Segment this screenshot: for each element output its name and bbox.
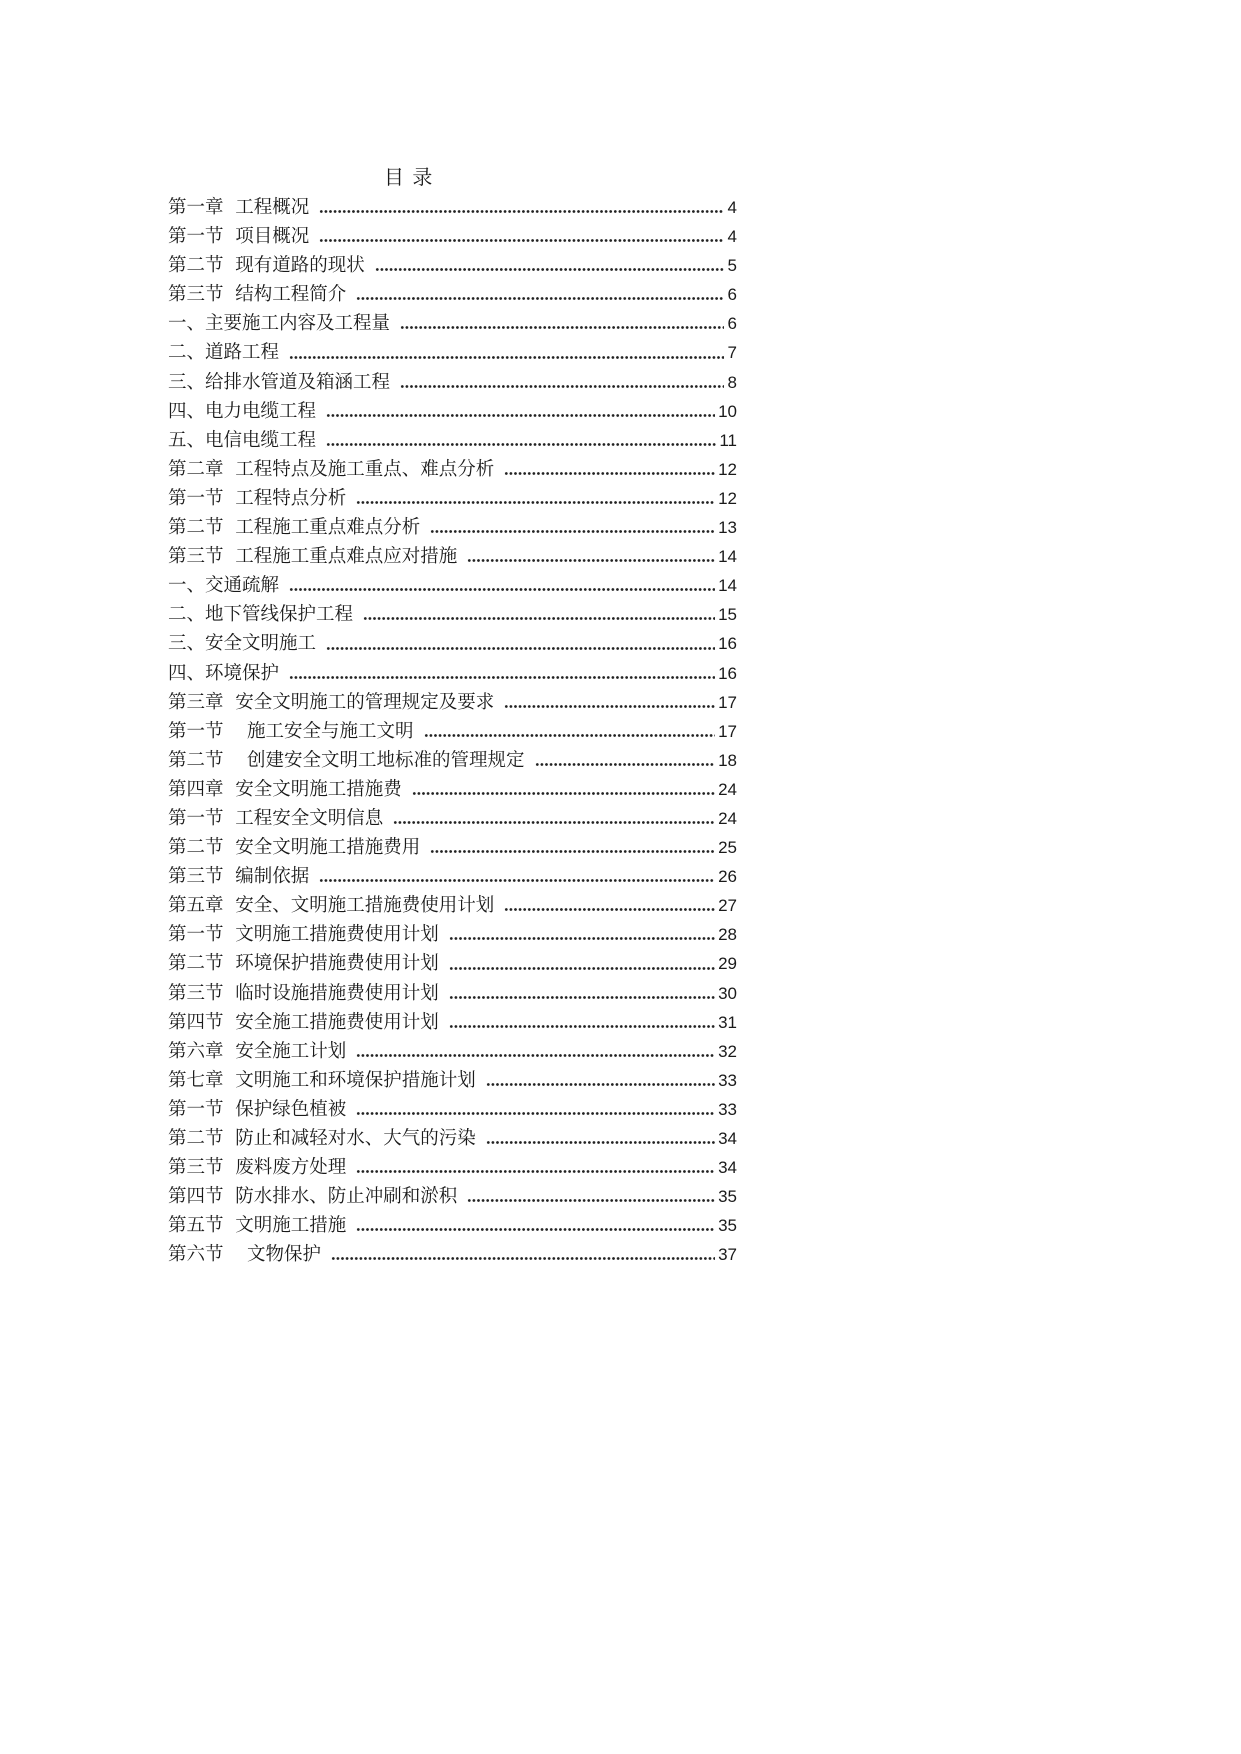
toc-entry — [168, 1240, 737, 1269]
toc-entry-title: 三、安全文明施工 — [168, 633, 317, 655]
toc-entry-title: 第一章 工程概况 — [168, 197, 310, 218]
toc-entry — [168, 280, 737, 309]
toc-dot-leader — [449, 937, 715, 940]
toc-entry-title: 第二章 工程特点及施工重点、难点分析 — [168, 458, 495, 480]
toc-entry-page-number: 16 — [718, 663, 737, 683]
toc-entry-page-number: 5 — [727, 256, 737, 276]
toc-dot-leader — [356, 1054, 715, 1057]
toc-entry-page-number: 33 — [718, 1070, 737, 1090]
toc-dot-leader — [289, 676, 715, 679]
toc-entry-page-number: 16 — [718, 634, 737, 654]
toc-entry — [168, 920, 737, 949]
toc-entry-page-number: 27 — [718, 896, 737, 916]
toc-entry — [168, 600, 737, 629]
toc-entry-title: 五、电信电缆工程 — [168, 429, 317, 451]
toc-entry-title: 四、电力电缆工程 — [168, 400, 317, 422]
toc-entry-title: 第六章 安全施工计划 — [168, 1040, 347, 1062]
toc-dot-leader — [331, 1257, 715, 1260]
toc-entry-page-number: 33 — [718, 1099, 737, 1119]
toc-dot-leader — [504, 472, 715, 475]
toc-entry-page-number: 17 — [718, 721, 737, 741]
toc-entry-page-number: 6 — [727, 314, 737, 334]
toc-entry-title: 第七章 文明施工和环境保护措施计划 — [168, 1069, 476, 1091]
toc-dot-leader — [356, 1112, 715, 1115]
toc-entry — [168, 1008, 737, 1037]
toc-entry — [168, 513, 737, 542]
toc-entry-title: 第一节 保护绿色植被 — [168, 1098, 347, 1120]
toc-entry-title: 第二节 工程施工重点难点分析 — [168, 517, 421, 539]
toc-entry-title: 第五章 安全、文明施工措施费使用计划 — [168, 895, 495, 917]
toc-dot-leader — [424, 734, 716, 737]
toc-entry — [168, 1095, 737, 1124]
toc-entry — [168, 426, 737, 455]
toc-dot-leader — [449, 996, 715, 999]
toc-entry — [168, 979, 737, 1008]
toc-dot-leader — [400, 385, 724, 388]
toc-entry-page-number: 8 — [727, 372, 737, 392]
toc-entry — [168, 1124, 737, 1153]
toc-entry-page-number: 32 — [718, 1041, 737, 1061]
toc-entry-page-number: 12 — [718, 459, 737, 479]
toc-entry-title: 四、环境保护 — [168, 662, 280, 684]
toc-entry — [168, 222, 737, 251]
toc-entry-page-number: 14 — [718, 547, 737, 567]
toc-entry — [168, 193, 737, 222]
toc-entry-title: 第二节 安全文明施工措施费用 — [168, 837, 421, 859]
toc-entry — [168, 833, 737, 862]
toc-entry-title: 三、给排水管道及箱涵工程 — [168, 371, 391, 393]
toc-entry-title: 一、交通疏解 — [168, 575, 280, 597]
toc-entry-page-number: 35 — [718, 1216, 737, 1236]
toc-entry — [168, 338, 737, 367]
toc-entry-page-number: 4 — [727, 198, 737, 217]
toc-dot-leader — [412, 792, 715, 795]
toc-entry — [168, 368, 737, 397]
toc-entry-page-number: 25 — [718, 838, 737, 858]
toc-entry-page-number: 6 — [727, 285, 737, 305]
toc-dot-leader — [449, 967, 715, 970]
toc-dot-leader — [356, 297, 724, 300]
toc-entry-title: 第四章 安全文明施工措施费 — [168, 778, 402, 800]
toc-entry — [168, 571, 737, 600]
toc-entry-title: 第一节 施工安全与施工文明 — [168, 720, 414, 742]
toc-dot-leader — [289, 356, 724, 359]
toc-entry — [168, 251, 737, 280]
toc-entry-page-number: 10 — [718, 401, 737, 421]
toc-entry — [168, 1182, 737, 1211]
toc-dot-leader — [289, 588, 715, 591]
toc-entry — [168, 862, 737, 891]
toc-entry-page-number: 34 — [718, 1129, 737, 1148]
toc-dot-leader — [375, 268, 724, 271]
toc-entry-title: 二、道路工程 — [168, 342, 280, 364]
toc-dot-leader — [400, 326, 724, 329]
toc-entry-title: 第四节 防水排水、防止冲刷和淤积 — [168, 1186, 458, 1208]
toc-dot-leader — [326, 443, 716, 446]
toc-dot-leader — [393, 821, 715, 824]
toc-entry-title: 第三节 废料废方处理 — [168, 1157, 347, 1179]
toc-entry-page-number: 15 — [718, 605, 737, 625]
toc-entry-title: 第五节 文明施工措施 — [168, 1215, 347, 1237]
toc-heading: 目 录 — [384, 165, 434, 189]
toc-entry-page-number: 37 — [718, 1245, 737, 1265]
toc-dot-leader — [326, 647, 715, 650]
toc-entry — [168, 775, 737, 804]
toc-entry-page-number: 18 — [718, 750, 737, 770]
toc-dot-leader — [535, 763, 716, 766]
toc-entry-title: 第二节 环境保护措施费使用计划 — [168, 953, 439, 975]
toc-entry — [168, 746, 737, 775]
toc-entry — [168, 1066, 737, 1095]
toc-dot-leader — [430, 850, 715, 853]
toc-entry-page-number: 26 — [718, 867, 737, 887]
toc-entry-title: 第六节 文物保护 — [168, 1244, 322, 1266]
toc-entry-page-number: 34 — [718, 1158, 737, 1178]
toc-dot-leader — [467, 559, 715, 562]
toc-entry-title: 一、主要施工内容及工程量 — [168, 313, 391, 335]
toc-dot-leader — [486, 1141, 715, 1144]
toc-entry — [168, 1211, 737, 1240]
toc-entry — [168, 1037, 737, 1066]
toc-entry-page-number: 7 — [727, 343, 737, 363]
toc-entry-page-number: 4 — [727, 227, 737, 247]
toc-dot-leader — [449, 1025, 715, 1028]
toc-entry-title: 第四节 安全施工措施费使用计划 — [168, 1011, 439, 1033]
toc-entry — [168, 484, 737, 513]
toc-entry-page-number: 12 — [718, 488, 737, 508]
toc-entry-page-number: 24 — [718, 808, 737, 828]
toc-entry-page-number: 24 — [718, 779, 737, 799]
toc-entry — [168, 629, 737, 658]
toc-entry — [168, 688, 737, 717]
toc-entry — [168, 804, 737, 833]
toc-entry-title: 第二节 创建安全文明工地标准的管理规定 — [168, 749, 525, 771]
toc-entry-title: 第三章 安全文明施工的管理规定及要求 — [168, 691, 495, 713]
toc-dot-leader — [363, 617, 715, 620]
toc-dot-leader — [319, 879, 715, 882]
toc-dot-leader — [356, 1170, 715, 1173]
toc-dot-leader — [319, 210, 724, 213]
toc-dot-leader — [326, 414, 715, 417]
toc-entry — [168, 309, 737, 338]
toc-dot-leader — [319, 239, 724, 242]
toc-dot-leader — [356, 1228, 715, 1231]
toc-entry-page-number: 31 — [718, 1012, 737, 1032]
toc-entry-page-number: 29 — [718, 954, 737, 974]
toc-dot-leader — [504, 705, 715, 708]
toc-entry-title: 第一节 工程特点分析 — [168, 487, 347, 509]
toc-entry-title: 第二节 防止和减轻对水、大气的污染 — [168, 1128, 476, 1149]
toc-dot-leader — [486, 1083, 715, 1086]
toc-entry — [168, 397, 737, 426]
toc-entry-page-number: 28 — [718, 925, 737, 945]
toc-dot-leader — [356, 501, 715, 504]
toc-entry-title: 第一节 工程安全文明信息 — [168, 807, 384, 829]
toc-entry-page-number: 11 — [719, 430, 737, 450]
toc-entry-title: 第三节 编制依据 — [168, 866, 310, 888]
toc-dot-leader — [430, 530, 715, 533]
toc-entry-page-number: 35 — [718, 1187, 737, 1207]
toc-entry-title: 第二节 现有道路的现状 — [168, 255, 365, 277]
toc-dot-leader — [467, 1199, 715, 1202]
toc-entry-title: 第一节 项目概况 — [168, 226, 310, 248]
toc-entry — [168, 949, 737, 978]
toc-entry-title: 第一节 文明施工措施费使用计划 — [168, 924, 439, 946]
toc-entry-page-number: 17 — [718, 692, 737, 712]
toc-entry-title: 二、地下管线保护工程 — [168, 604, 354, 626]
toc-entry — [168, 891, 737, 920]
table-of-contents — [168, 193, 737, 1269]
toc-entry-page-number: 14 — [718, 576, 737, 596]
toc-entry — [168, 659, 737, 688]
toc-entry-page-number: 13 — [718, 518, 737, 538]
toc-entry — [168, 455, 737, 484]
toc-entry — [168, 1153, 737, 1182]
toc-entry-page-number: 30 — [718, 983, 737, 1003]
toc-entry-title: 第三节 工程施工重点难点应对措施 — [168, 546, 458, 568]
toc-entry — [168, 542, 737, 571]
toc-entry — [168, 717, 737, 746]
toc-entry-title: 第三节 结构工程简介 — [168, 284, 347, 306]
toc-entry-title: 第三节 临时设施措施费使用计划 — [168, 982, 439, 1004]
toc-dot-leader — [504, 908, 715, 911]
